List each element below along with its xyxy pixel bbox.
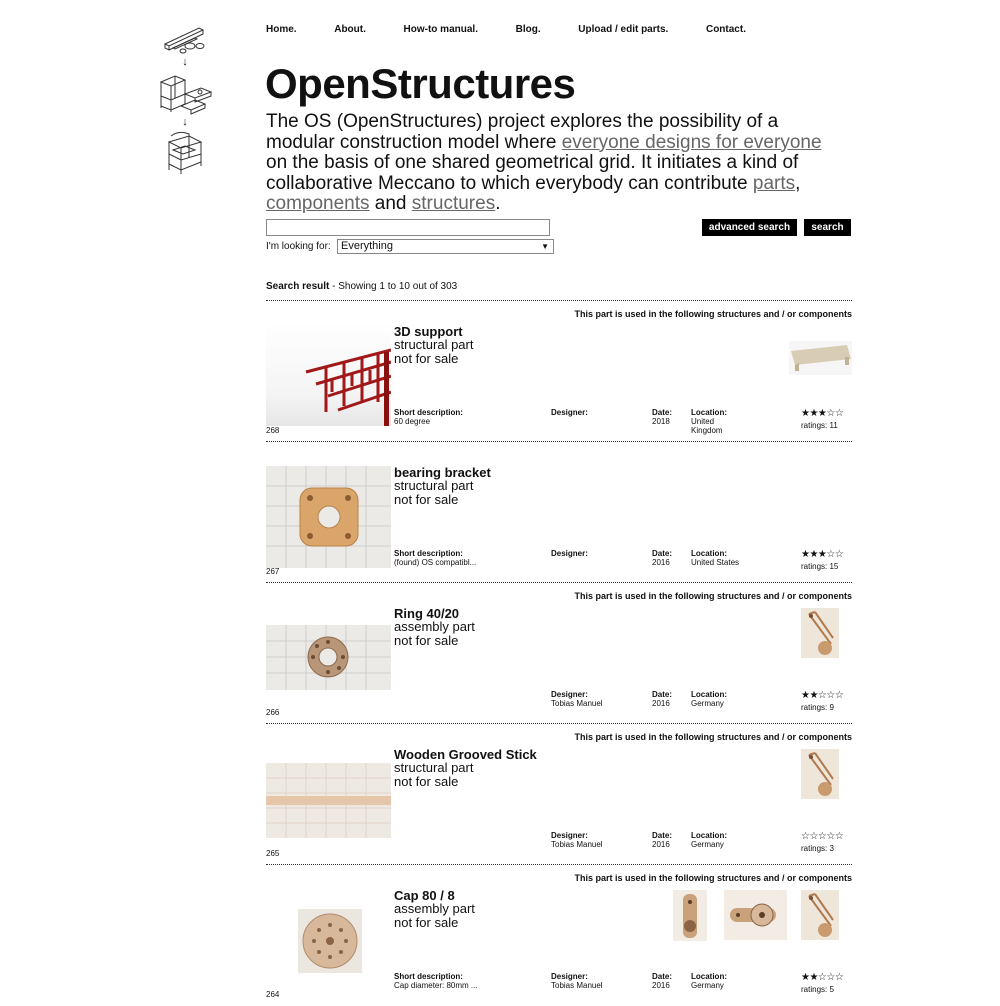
result-row [266,441,852,583]
designer [551,972,603,990]
part-number: 264 [266,990,280,999]
ratings-count: ratings: 15 [801,562,839,571]
location-value: United Kingdom [691,417,723,435]
part-sale-status: not for sale [394,915,459,930]
date-value: 2016 [652,840,670,849]
used-in-thumbnail[interactable] [801,608,839,658]
intro-text-part: . [495,193,501,214]
part-number: 266 [266,708,280,717]
main-nav [266,24,746,35]
part-title[interactable]: Cap 80 / 8 [394,888,455,903]
location [691,831,727,849]
part-title[interactable]: Wooden Grooved Stick [394,747,537,762]
part-type: assembly part [394,901,475,916]
part-title[interactable]: Ring 40/20 [394,606,460,621]
location [691,972,727,990]
ring-image [266,625,391,690]
component-illustration-icon [155,68,215,116]
dropdown-arrow-icon: ▼ [541,242,549,251]
short-description-value: 60 degree [394,417,431,426]
nav-about[interactable]: About. [334,24,366,35]
nav-home[interactable]: Home. [266,24,297,35]
location-label: Location: [691,972,727,981]
part-sale-status: not for sale [394,774,459,789]
ratings-count: ratings: 5 [801,985,834,994]
structures-link[interactable]: structures [411,193,496,214]
nav-blog[interactable]: Blog. [515,24,541,35]
short-description-label: Short description: [394,549,463,558]
os-logo[interactable] [155,22,220,174]
ratings-count: ratings: 3 [801,844,834,853]
used-in-label: This part is used in the following structures and / or components [574,591,852,601]
short-description-value: Cap diameter: 80mm ... [394,981,478,990]
designer-label: Designer: [551,690,588,699]
short-description-value: (found) OS compatibl... [394,558,477,567]
intro-text [266,112,846,215]
part-type: structural part [394,337,474,352]
short-description-label: Short description: [394,972,463,981]
designer-label: Designer: [551,972,588,981]
components-link[interactable]: components [266,193,370,214]
date [652,690,672,708]
part-thumbnail[interactable] [266,763,391,838]
search-result-summary: - Showing 1 to 10 out of 303 [329,281,458,292]
used-in-label: This part is used in the following structures and / or components [574,732,852,742]
short-description [394,408,463,426]
location-label: Location: [691,408,727,417]
down-arrow-icon: ↓ [182,56,188,68]
designer [551,690,603,708]
date-value: 2016 [652,981,670,990]
location-label: Location: [691,831,727,840]
search-result-label: Search result [266,281,330,292]
nav-contact[interactable]: Contact. [705,24,746,35]
result-row [266,723,852,865]
search-input[interactable] [266,219,550,236]
cap-image [298,909,362,973]
part-type: structural part [394,760,474,775]
location-label: Location: [691,549,727,558]
designer-value: Tobias Manuel [551,840,603,849]
used-in-thumbnail[interactable] [673,890,707,941]
looking-for-label: I'm looking for: [266,241,331,252]
part-number: 268 [266,426,280,435]
date-label: Date: [652,972,673,981]
nav-howto[interactable]: How-to manual. [403,24,478,35]
designer-label: Designer: [551,408,588,417]
part-number: 267 [266,567,280,576]
intro-text-part: , [795,172,801,194]
page-title: OpenStructures [265,60,576,107]
part-type: assembly part [394,619,475,634]
intro-text-part: on the basis of one shared geometrical grid. It initiates a kind of collaborative Meccano to which everybody can contribute [266,152,799,194]
intro-text-part: and [369,193,412,214]
parts-illustration-icon [155,22,215,56]
location [691,408,741,435]
date-value: 2018 [652,417,670,426]
date [652,408,672,426]
date-value: 2016 [652,558,670,567]
3d-support-image [266,322,391,426]
part-thumbnail[interactable] [266,625,391,690]
looking-for-select[interactable] [337,239,554,254]
designer-value: Tobias Manuel [551,699,603,708]
used-in-thumbnail[interactable] [724,890,787,940]
designer-label: Designer: [551,831,588,840]
structure-image [801,749,839,799]
date [652,972,672,990]
part-type: structural part [394,478,474,493]
used-in-thumbnail[interactable] [801,890,839,940]
rating-stars[interactable]: ★★☆☆☆ [801,972,844,983]
location-value: United States [691,558,740,567]
result-row [266,864,852,1006]
rating-stars[interactable]: ★★★☆☆ [801,549,844,560]
part-sale-status: not for sale [394,351,459,366]
date-label: Date: [652,549,673,558]
structure-image [801,890,839,940]
designer-label: Designer: [551,549,588,558]
intro-text-part: The OS (OpenStructures) project explores the possibility of a modular construction model where [266,111,779,153]
part-number: 265 [266,849,280,858]
bearing-bracket-image [266,466,391,568]
date [652,831,672,849]
search-button[interactable]: search [804,219,851,236]
part-thumbnail[interactable] [266,322,391,426]
location [691,549,761,567]
used-in-label: This part is used in the following structures and / or components [574,309,852,319]
location-value: Germany [691,699,724,708]
result-row [266,582,852,724]
date-label: Date: [652,690,673,699]
nav-upload[interactable]: Upload / edit parts. [578,24,669,35]
short-description [394,972,478,990]
rating-stars[interactable]: ☆☆☆☆☆ [801,831,844,842]
down-arrow-icon: ↓ [182,116,188,128]
select-value: Everything [341,240,393,252]
location [691,690,727,708]
used-in-thumbnail[interactable] [801,749,839,799]
structure-image [724,890,787,940]
ratings-count: ratings: 11 [801,421,838,430]
used-in-thumbnail[interactable] [789,341,852,375]
search-result-header [266,281,457,292]
structure-image [789,341,852,375]
designer [551,549,588,558]
location-label: Location: [691,690,727,699]
short-description [394,549,476,567]
grooved-stick-image [266,763,391,838]
part-sale-status: not for sale [394,633,459,648]
used-in-label: This part is used in the following structures and / or components [574,873,852,883]
rating-stars[interactable]: ★★☆☆☆ [801,690,844,701]
part-thumbnail[interactable] [266,466,391,568]
part-thumbnail[interactable] [298,909,362,973]
result-row [266,300,852,442]
designer-value: Tobias Manuel [551,981,603,990]
location-value: Germany [691,840,724,849]
part-sale-status: not for sale [394,492,459,507]
part-title[interactable]: 3D support [394,324,463,339]
part-title[interactable]: bearing bracket [394,465,491,480]
structure-illustration-icon [155,128,215,174]
location-value: Germany [691,981,724,990]
ratings-count: ratings: 9 [801,703,834,712]
structure-image [801,608,839,658]
everyone-designs-link[interactable]: everyone designs for everyone [561,131,822,153]
date-value: 2016 [652,699,670,708]
designer [551,408,588,417]
date [652,549,672,567]
short-description-label: Short description: [394,408,463,417]
parts-link[interactable]: parts [752,172,796,194]
structure-image [673,890,707,941]
date-label: Date: [652,831,673,840]
rating-stars[interactable]: ★★★☆☆ [801,408,844,419]
advanced-search-button[interactable]: advanced search [702,219,797,236]
date-label: Date: [652,408,673,417]
designer [551,831,603,849]
